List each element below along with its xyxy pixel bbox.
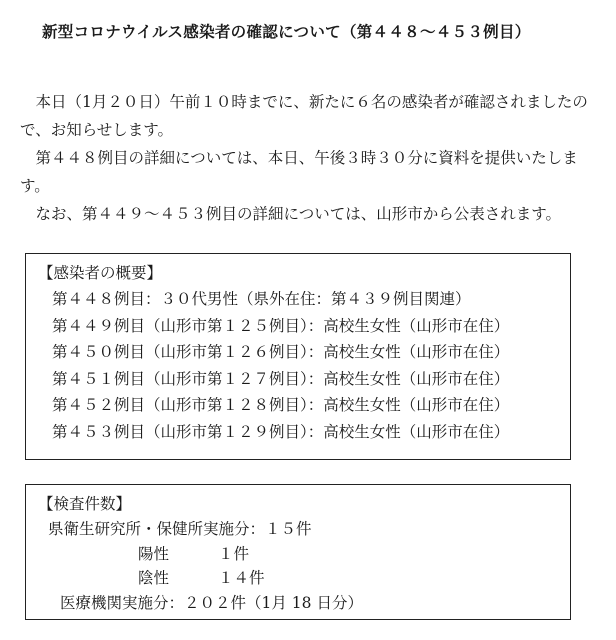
negative-value: １４件 — [218, 569, 265, 587]
paragraph-details-449-453: なお、第４４９～４５３例目の詳細については、山形市から公表されます。 — [35, 205, 561, 223]
test-count-box — [25, 484, 571, 620]
case-item-452: 第４５２例目（山形市第１２８例目）：高校生女性（山形市在住） — [52, 396, 510, 414]
notice-body — [20, 88, 605, 228]
case-overview-heading: 【感染者の概要】 — [38, 264, 163, 282]
case-overview-box — [25, 253, 571, 460]
document-title: 新型コロナウイルス感染者の確認について（第４４８～４５３例目） — [42, 23, 531, 41]
test-count-heading: 【検査件数】 — [38, 495, 132, 513]
paragraph-details-448: 第４４８例目の詳細については、本日、午後３時３０分に資料を提供いたします。 — [20, 149, 578, 195]
positive-value: １件 — [218, 544, 250, 563]
negative-label: 陰性 — [138, 569, 170, 587]
case-item-450: 第４５０例目（山形市第１２６例目）：高校生女性（山形市在住） — [52, 343, 510, 361]
negative-count-row — [38, 566, 558, 591]
case-item-449: 第４４９例目（山形市第１２５例目）：高校生女性（山形市在住） — [52, 316, 510, 335]
case-item-453: 第４５３例目（山形市第１２９例目）：高校生女性（山形市在住） — [52, 422, 510, 441]
case-item-448: 第４４８例目：３０代男性（県外在住：第４３９例目関連） — [52, 290, 471, 308]
positive-count-row — [38, 542, 558, 567]
case-item-451: 第４５１例目（山形市第１２７例目）：高校生女性（山形市在住） — [52, 369, 510, 388]
lab-test-count: 県衛生研究所・保健所実施分：１５件 — [48, 520, 312, 538]
positive-label: 陽性 — [138, 544, 170, 563]
paragraph-announcement: 本日（1月２０日）午前１０時までに、新たに６名の感染者が確認されましたので、お知らせします。 — [20, 93, 588, 139]
medical-institution-test-count: 医療機関実施分：２０２件（1月 18 日分） — [60, 593, 363, 612]
